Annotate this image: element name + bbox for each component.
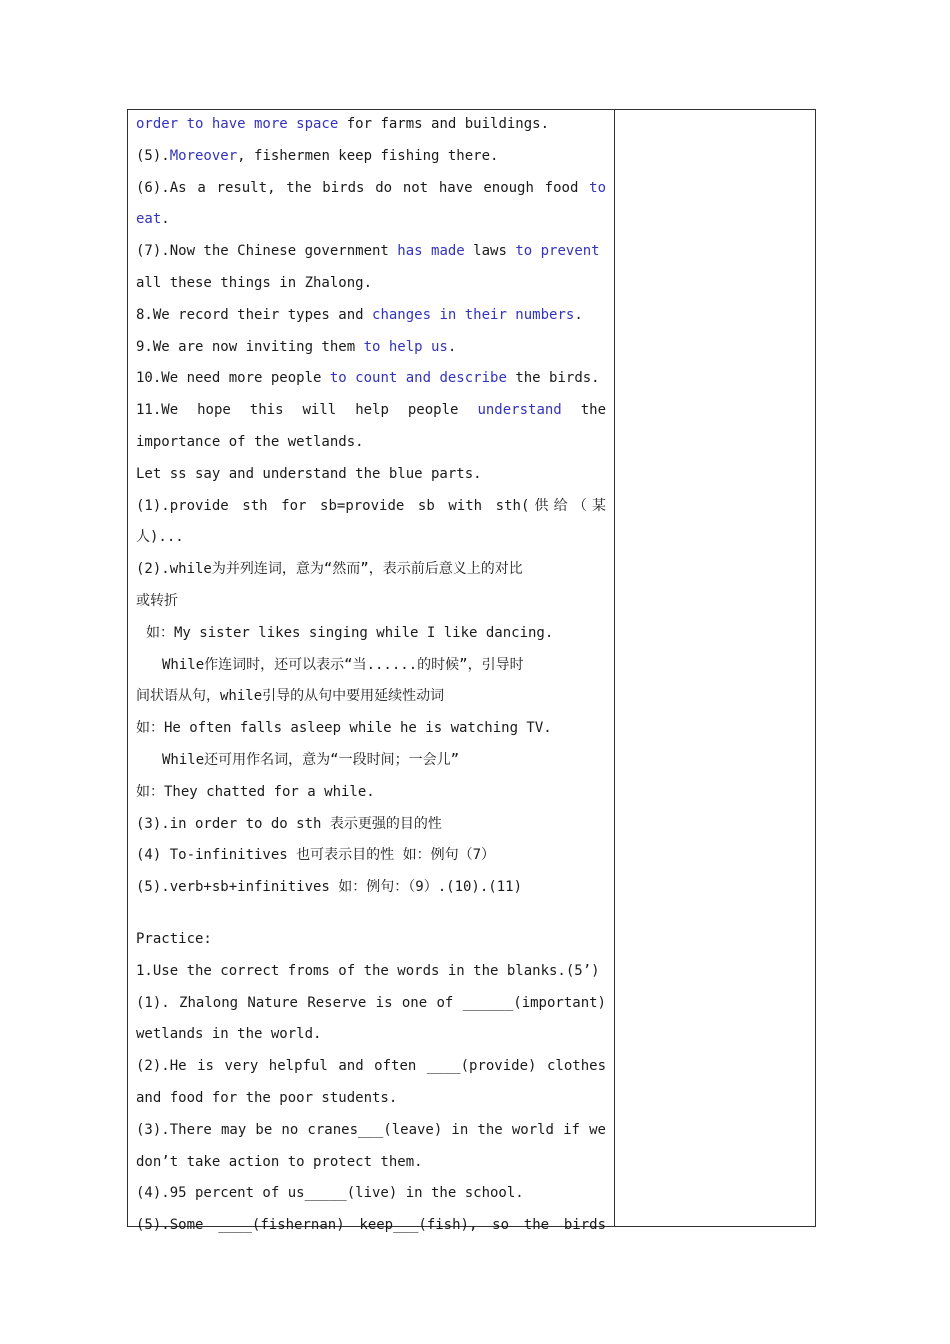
line-15: (2).while为并列连词，意为“然而”，表示前后意义上的对比 [136,561,523,578]
line-17: 如：My sister likes singing while I like dancing. [146,624,554,641]
line-33: don’t take action to protect them. [136,1153,423,1170]
line-31: and food for the poor students. [136,1089,398,1106]
line-25: (5).verb+sb+infinitives 如：例句：（9）.(10).(11) [136,879,523,896]
line-35: (5).Some ____(fishernan) keep___(fish), so the birds [136,1217,606,1234]
line-27: 1.Use the correct froms of the words in the blanks.(5’) [136,962,600,979]
line-6: all these things in Zhalong. [136,274,373,291]
line-18: While作连词时，还可以表示“当......的时候”，引导时 [162,656,524,673]
line-20: 如：He often falls asleep while he is watching TV. [136,720,552,737]
line-29: wetlands in the world. [136,1026,322,1043]
line-11: importance of the wetlands. [136,433,364,450]
line-7: 8.We record their types and changes in their numbers. [136,306,583,323]
line-19: 间状语从句，while引导的从句中要用延续性动词 [136,688,445,705]
line-30: (2).He is very helpful and often ____(provide) clothes [136,1058,606,1075]
line-1: order to have more space for farms and buildings. [136,116,550,132]
line-12: Let ss say and understand the blue parts. [136,465,482,482]
line-4: eat. [136,211,170,228]
line-9: 10.We need more people to count and describe the birds. [136,370,600,387]
lesson-content [136,109,606,1242]
line-10: 11.We hope this will help people understand the [136,402,606,419]
line-21: While还可用作名词，意为“一段时间；一会儿” [162,751,459,768]
line-26: Practice: [136,930,212,947]
line-24: (4) To-infinitives 也可表示目的性 如：例句（7） [136,847,496,864]
line-22: 如：They chatted for a while. [136,783,375,800]
line-16: 或转折 [136,592,178,609]
line-8: 9.We are now inviting them to help us. [136,338,457,355]
line-14: 人)... [136,529,184,546]
line-5: (7).Now the Chinese government has made laws to prevent [136,243,600,260]
line-3: (6).As a result, the birds do not have enough food to [136,179,606,196]
paragraph-gap [136,904,606,924]
line-23: (3).in order to do sth 表示更强的目的性 [136,815,442,832]
column-divider [614,109,615,1227]
line-28: (1). Zhalong Nature Reserve is one of ______(important) [136,994,606,1011]
line-2: (5).Moreover, fishermen keep fishing there. [136,147,499,164]
line-13: (1).provide sth for sb=provide sb with sth(供给（某 [136,497,606,514]
line-34: (4).95 percent of us_____(live) in the school. [136,1185,524,1202]
line-32: (3).There may be no cranes___(leave) in the world if we [136,1121,606,1138]
